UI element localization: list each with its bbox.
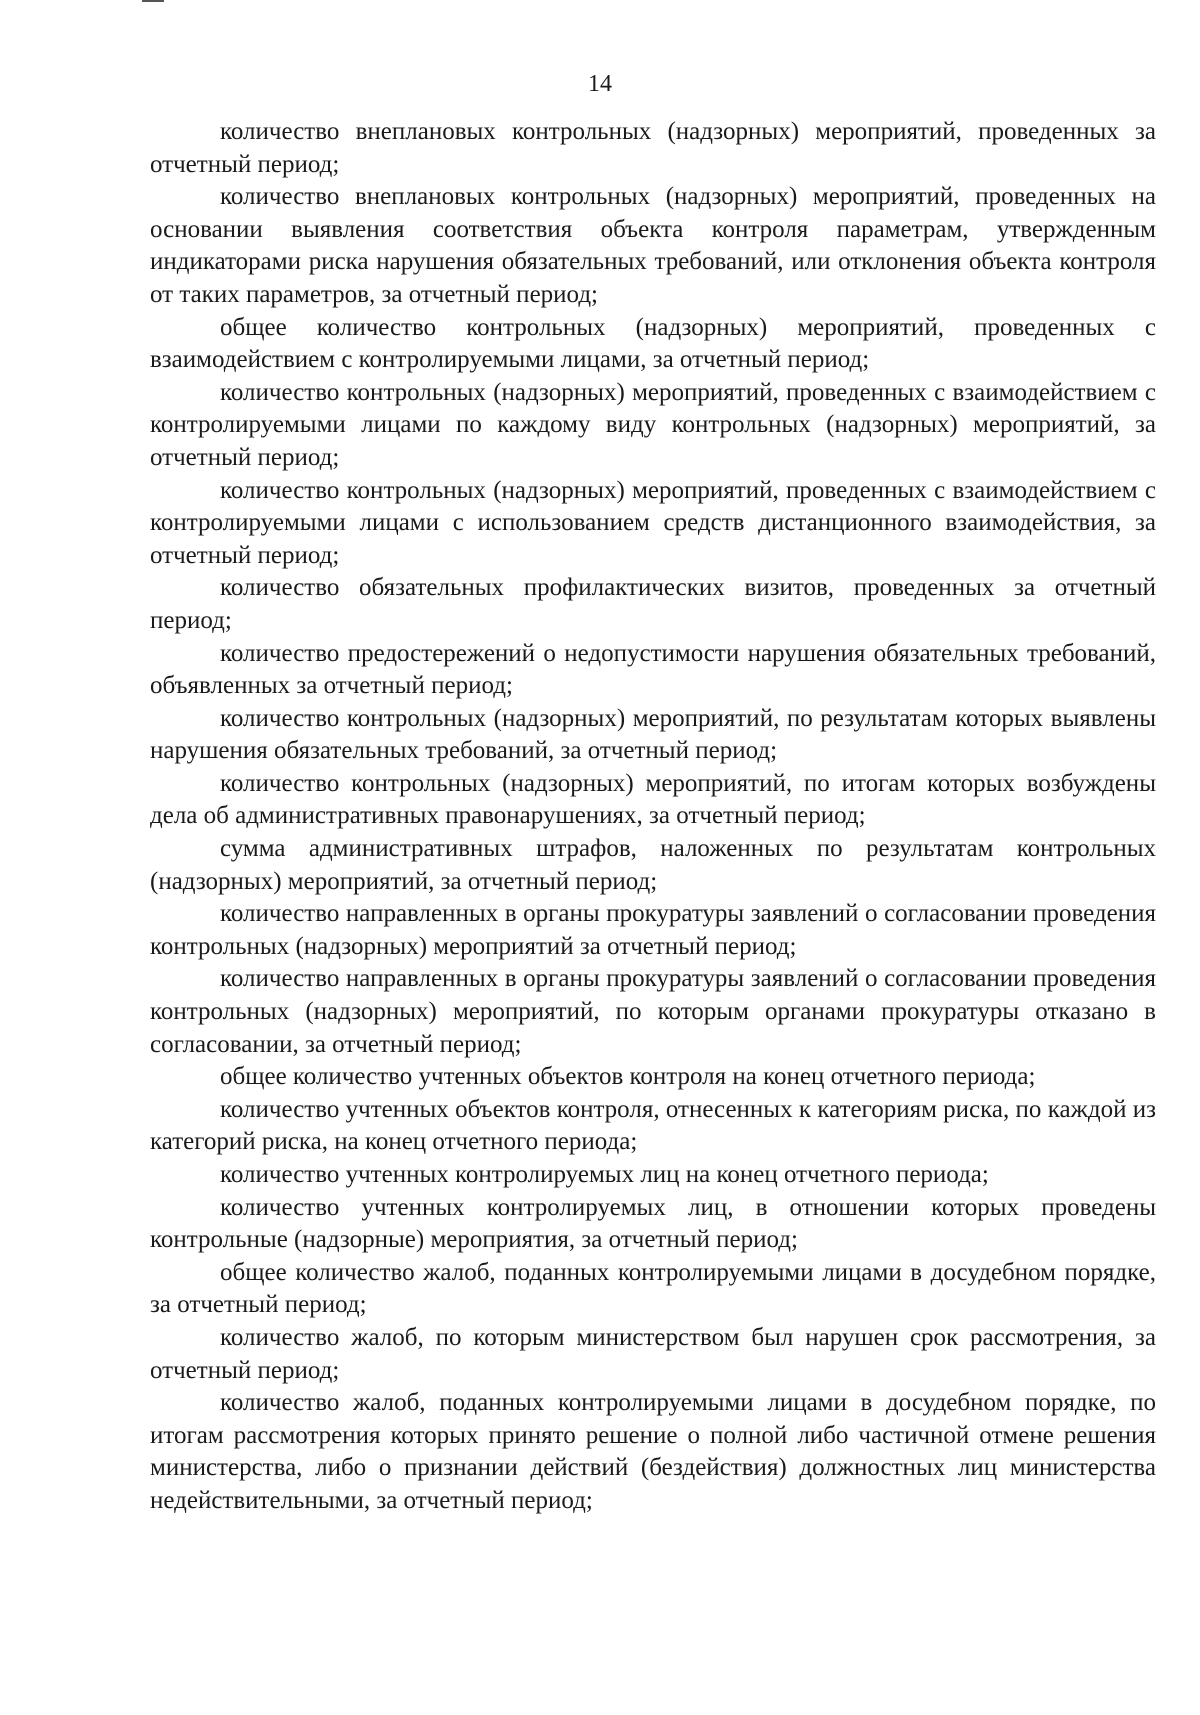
scan-edge-mark xyxy=(142,0,164,2)
paragraph-2: количество внеплановых контрольных (надзорных) мероприятий, проведенных на основании выявления соответствия объекта контроля параметрам, утвержденным индикаторами риска нарушения обязательных требований, или отклонения объекта контроля от таких параметров, за отчетный период; xyxy=(150,183,1156,308)
paragraph-16: количество учтенных контролируемых лиц, в отношении которых проведены контрольные (надзорные) мероприятия, за отчетный период; xyxy=(150,1193,1156,1254)
paragraph-19: количество жалоб, поданных контролируемыми лицами в досудебном порядке, по итогам рассмотрения которых принято решение о полной либо частичной отмене решения министерства, либо о признании действий (бездействия) должностных лиц министерства недействительными, за отчетный период; xyxy=(150,1389,1156,1514)
paragraph-1: количество внеплановых контрольных (надзорных) мероприятий, проведенных за отчетный период; xyxy=(150,118,1156,178)
paragraph-8: количество контрольных (надзорных) мероприятий, по результатам которых выявлены нарушения обязательных требований, за отчетный период; xyxy=(150,704,1156,765)
paragraph-5: количество контрольных (надзорных) мероприятий, проведенных с взаимодействием с контролируемыми лицами с использованием средств дистанционного взаимодействия, за отчетный период; xyxy=(150,476,1156,569)
paragraph-13: общее количество учтенных объектов контроля на конец отчетного периода; xyxy=(220,1063,1036,1091)
paragraph-10: сумма административных штрафов, наложенных по результатам контрольных (надзорных) мероприятий, за отчетный период; xyxy=(150,835,1156,895)
paragraph-4: количество контрольных (надзорных) мероприятий, проведенных с взаимодействием с контролируемыми лицами по каждому виду контрольных (надзорных) мероприятий, за отчетный период; xyxy=(150,378,1156,471)
paragraph-3: общее количество контрольных (надзорных) мероприятий, проведенных с взаимодействием с контролируемыми лицами, за отчетный период; xyxy=(150,313,1156,374)
paragraph-18: количество жалоб, по которым министерством был нарушен срок рассмотрения, за отчетный период; xyxy=(150,1323,1156,1384)
paragraph-14: количество учтенных объектов контроля, отнесенных к категориям риска, по каждой из категорий риска, на конец отчетного периода; xyxy=(150,1095,1156,1156)
paragraph-17: общее количество жалоб, поданных контролируемыми лицами в досудебном порядке, за отчетный период; xyxy=(150,1258,1156,1319)
paragraph-11: количество направленных в органы прокуратуры заявлений о согласовании проведения контрольных (надзорных) мероприятий за отчетный период; xyxy=(150,900,1156,960)
paragraph-12: количество направленных в органы прокуратуры заявлений о согласовании проведения контрольных (надзорных) мероприятий, по которым органами прокуратуры отказано в согласовании, за отчетный период; xyxy=(150,965,1156,1058)
paragraph-9: количество контрольных (надзорных) мероприятий, по итогам которых возбуждены дела об административных правонарушениях, за отчетный период; xyxy=(150,769,1156,830)
page-number: 14 xyxy=(588,71,612,97)
paragraph-15: количество учтенных контролируемых лиц на конец отчетного периода; xyxy=(220,1161,989,1188)
paragraph-6: количество обязательных профилактических визитов, проведенных за отчетный период; xyxy=(150,574,1156,634)
document-body xyxy=(150,116,1156,1518)
paragraph-7: количество предостережений о недопустимости нарушения обязательных требований, объявленных за отчетный период; xyxy=(150,639,1156,700)
